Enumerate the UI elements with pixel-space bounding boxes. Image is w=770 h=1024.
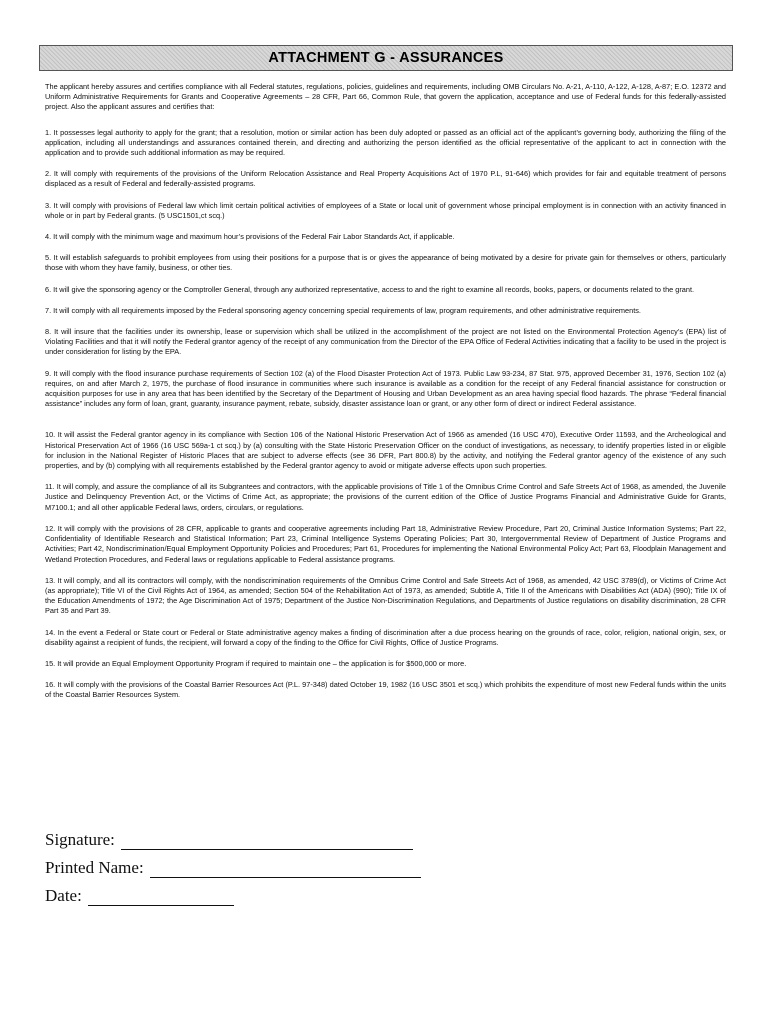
- date-label: Date:: [45, 886, 82, 905]
- date-row: [45, 878, 445, 906]
- document-title: ATTACHMENT G - ASSURANCES: [268, 50, 504, 66]
- assurance-item-8: 8. It will insure that the facilities under its ownership, lease or supervision which shall be utilized in the accomplishment of the project are not listed on the Environmental Protection Agency’s (EPA) list of Violating Facilities and that it will notify the Federal grantor agency of the receipt of any communication from the Director of the EPA Office of Federal Activities indicating that a facility to be used in the project is under consideration for listing by the EPA.: [45, 327, 726, 357]
- date-line[interactable]: [88, 888, 234, 906]
- printed-name-line[interactable]: [150, 860, 421, 878]
- assurance-item-2: 2. It will comply with requirements of the provisions of the Uniform Relocation Assistance and Real Property Acquisitions Act of 1970 P.L, 91-646) which provides for fair and equitable treatment of persons displaced as a result of Federal and federally-assisted programs.: [45, 169, 726, 189]
- intro-paragraph: The applicant hereby assures and certifies compliance with all Federal statutes, regulations, policies, guidelines and requirements, including OMB Circulars No. A-21, A-110, A-122, A-128, A-87; E.O. 12372 and Uniform Administrative Requirements for Grants and Cooperative Agreements – 28 CFR, Part 66, Common Rule, that govern the application, acceptance and use of Federal funds for this federally-assisted project. Also the applicant assures and certifies that:: [45, 82, 726, 112]
- assurances-body: [45, 82, 726, 712]
- assurance-item-7: 7. It will comply with all requirements imposed by the Federal sponsoring agency concerning special requirements of law, program requirements, and other administrative requirements.: [45, 305, 641, 315]
- assurance-item-10: 10. It will assist the Federal grantor agency in its compliance with Section 106 of the National Historic Preservation Act of 1966 as amended (16 USC 470), Executive Order 11593, and the Archeological and Historical Preservation Act of 1966 (16 USC 569a-1 ct scq.) by (a) consulting with the State Historic Preservation Officer on the conduct of investigations, as necessary, to identify properties listed in or eligible for inclusion in the National Register of Historic Places that are subject to adverse effects (see 36 DFR, Part 800.8) by the activity, and notifying the Federal grantor agency of the existence of any such properties, and by (b) complying with all requirements established by the Federal grantor agency to avoid or mitigate adverse effects upon such properties.: [45, 430, 726, 471]
- assurance-item-15: 15. It will provide an Equal Employment Opportunity Program if required to maintain one – the application is for $500,000 or more.: [45, 658, 467, 668]
- assurance-item-13: 13. It will comply, and all its contractors will comply, with the nondiscrimination requirements of the Omnibus Crime Control and Safe Streets Act of 1968, as amended, 42 USC 3789(d), or Victims of Crime Act (as appropriate); Title VI of the Civil Rights Act of 1964, as amended; Section 504 of the Rehabilitation Act of 1973, as amended; Subtitle A, Title II of the Americans with Disabilities Act (ADA) (990); Title IX of the Education Amendments of 1972; the Age Discrimination Act of 1975; Department of the Justice Non-Discrimination Regulations, and Departments of Justice regulations on disability discrimination, 28 CFR Part 35 and Part 39.: [45, 575, 726, 616]
- signature-label: Signature:: [45, 830, 115, 849]
- assurance-item-3: 3. It will comply with provisions of Federal law which limit certain political activities of employees of a State or local unit of government whose principal employment is in connection with an activity financed in whole or in part by Federal grants. (5 USC1501,ct scq.): [45, 200, 726, 220]
- assurance-item-12: 12. It will comply with the provisions of 28 CFR, applicable to grants and cooperative agreements including Part 18, Administrative Review Procedure, Part 20, Criminal Justice Information Systems; Part 22, Confidentiality of Identifiable Research and Statistical Information; Part 23, Criminal Intelligence Systems Operating Policies; Part 30, Intergovernmental Review of Department of Justice Programs and Activities; Part 42, Nondiscrimination/Equal Employment Opportunity Policies and Procedures; Part 61, Procedures for implementing the National Environmental Policy Act; Part 63, Floodplain Management and Wetland Protection Procedures, and Federal laws or regulations applicable to Federal assistance programs.: [45, 523, 726, 564]
- printed-name-label: Printed Name:: [45, 858, 144, 877]
- assurance-item-5: 5. It will establish safeguards to prohibit employees from using their positions for a purpose that is or gives the appearance of being motivated by a desire for private gain for themselves or others, particularly those with whom they have family, business, or other ties.: [45, 253, 726, 273]
- signature-row: [45, 822, 445, 850]
- title-banner: [39, 45, 733, 71]
- assurance-item-6: 6. It will give the sponsoring agency or the Comptroller General, through any authorized representative, access to and the right to examine all records, books, papers, or documents related to the grant.: [45, 284, 695, 294]
- assurance-item-4: 4. It will comply with the minimum wage and maximum hour’s provisions of the Federal Fair Labor Standards Act, if applicable.: [45, 232, 455, 242]
- printed-name-row: [45, 850, 445, 878]
- assurance-item-14: 14. In the event a Federal or State court or Federal or State administrative agency makes a finding of discrimination after a due process hearing on the grounds of race, color, religion, national origin, sex, or disability against a recipient of funds, the recipient, will forward a copy of the finding to the Office for Civil Rights, Office of Justice Programs.: [45, 627, 726, 647]
- assurance-item-11: 11. It will comply, and assure the compliance of all its Subgrantees and contractors, with the applicable provisions of Title 1 of the Omnibus Crime Control and Safe Streets Act of 1968, as amended, the Juvenile Justice and Delinquency Prevention Act, or the Victims of Crime Act, as appropriate; the provisions of the current edition of the Office of Justice Programs Financial and Administrative Guide for Grants, M7100.1; and all other applicable Federal laws, orders, circulars, or regulations.: [45, 482, 726, 512]
- assurance-item-9: 9. It will comply with the flood insurance purchase requirements of Section 102 (a) of the Flood Disaster Protection Act of 1973. Public Law 93-234, 87 Stat. 975, approved December 31, 1976, Section 102 (a) requires, on and after March 2, 1975, the purchase of flood insurance in communities where such insurance is available as a condition for the receipt of any Federal financial assistance for construction or acquisition purposes for use in any area that has been identified by the Secretary of the Department of Housing and Urban Development as an area having special flood hazards. The phrase “Federal financial assistance” includes any form of loan, grant, guaranty, insurance payment, rebate, subsidy, disaster assistance loan or grant, or any other form of direct or indirect Federal assistance.: [45, 368, 726, 409]
- assurance-item-16: 16. It will comply with the provisions of the Coastal Barrier Resources Act (P.L. 97-348) dated October 19, 1982 (16 USC 3501 et scq.) which prohibits the expenditure of most new Federal funds within the units of the Coastal Barrier Resources System.: [45, 680, 726, 700]
- signature-line[interactable]: [121, 832, 413, 850]
- signature-block: [45, 822, 445, 906]
- assurance-item-1: 1. It possesses legal authority to apply for the grant; that a resolution, motion or similar action has been duly adopted or passed as an official act of the applicant’s governing body, authorizing the filing of the application, including all understandings and assurances contained therein, and directing and authorizing the person identified as the official representative of the applicant to act in connection with the application and to provide such additional information as may be required.: [45, 127, 726, 158]
